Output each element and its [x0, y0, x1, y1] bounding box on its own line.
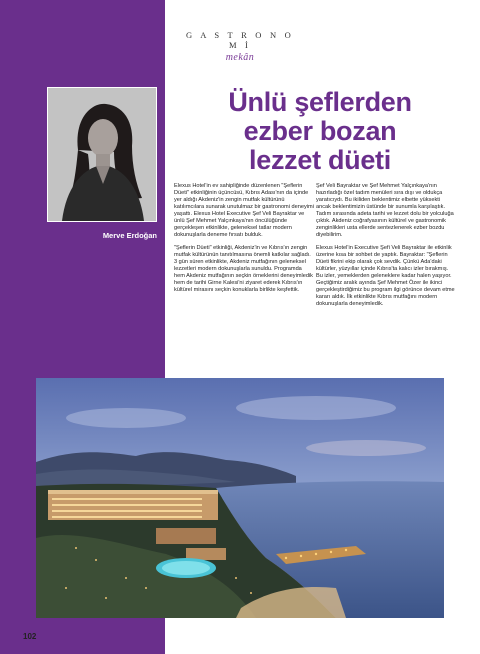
article-title [170, 88, 470, 175]
section-subtitle: mekân [225, 52, 255, 63]
author-portrait-photo [47, 87, 157, 222]
title-line-3: lezzet düeti [249, 145, 391, 175]
section-header [180, 30, 300, 63]
author-name: Merve Erdoğan [102, 231, 157, 240]
article-column-right [316, 183, 456, 314]
paragraph: Elexus Hotel'in ev sahipliğinde düzenlenen "Şeflerin Düeti" etkinliğinin üçüncüsü, Kıbrıs Adası'nın da içinde yer aldığı Akdeniz'in zengin mutfak kültürünü katılımcılara sunarak unutulmaz bir gastronomi deneyimi yaşattı. Elexus Hotel Executive Şef Veli Bayraktar ve ünlü Şef Mehmet Yalçınkaya'nın öncülüğünde gerçekleşen etkinlikte, geleneksel tatlar modern dokunuşlarla deneme fırsatı bulduk. [174, 183, 314, 238]
title-line-1: Ünlü şeflerden [228, 87, 412, 117]
paragraph: Elexus Hotel'in Executive Şefi Veli Bayraktar ile etkinlik üzerine kısa bir sohbet de yaptık. Bayraktar: "Şeflerin Düeti fikrini ekip olarak çok sevdik. Çünkü Ada'daki kültürler, yüzyıllar içinde Kıbrıs'ta kalıcı izler bırakmış. Bu izler, yemeklerden geleneklere kadar halen yaşıyor. Geçtiğimiz aralık ayında Şef Mehmet Özer ile ikinci gerçekleştirdiğimiz bu program ilgi görünce devam etme kararı aldık. İlk etkinlikte Kıbrıs mutfağını modern dokunuşlarla deneyimledik. [316, 245, 455, 307]
page-number: 102 [23, 632, 37, 641]
paragraph: "Şeflerin Düeti" etkinliği, Akdeniz'in ve Kıbrıs'ın zengin mutfak kültürünün tanıtılmasına önemli katkılar sağladı. 3 gün süren etkinlikte, Akdeniz mutfağının geleneksel lezzetleri modern dokunuşlarla sunuldu. Programda hem Akdeniz mutfağının seçkin örneklerini deneyimledik hem de tarihi Girne Kalesi'ni ziyaret ederek Kıbrıs'ın kültürel mirasını seçkin konuklarla birlikte keşfettik. [174, 245, 313, 293]
article-column-left [174, 183, 314, 300]
title-line-2: ezber bozan [243, 116, 397, 146]
hotel-aerial-photo [36, 378, 444, 618]
paragraph: Şef Veli Bayraktar ve Şef Mehmet Yalçınkaya'nın hazırladığı özel tadım menüleri sıra dışı ve oldukça yaratıcıydı. Bu ikiliden beklentimiz elbette yüksekti ancak beklentimizin üstünde bir sunumla karşılaştık. Tadım sırasında adeta tarihi ve lezzet dolu bir yolculuğa çıktık. Akdeniz coğrafyasının kültürel ve gastronomik zenginlikleri usta ellerde sentezlenerek ezber bozdu diyebilirim. [316, 183, 454, 238]
section-title: G A S T R O N O M İ [186, 30, 294, 50]
